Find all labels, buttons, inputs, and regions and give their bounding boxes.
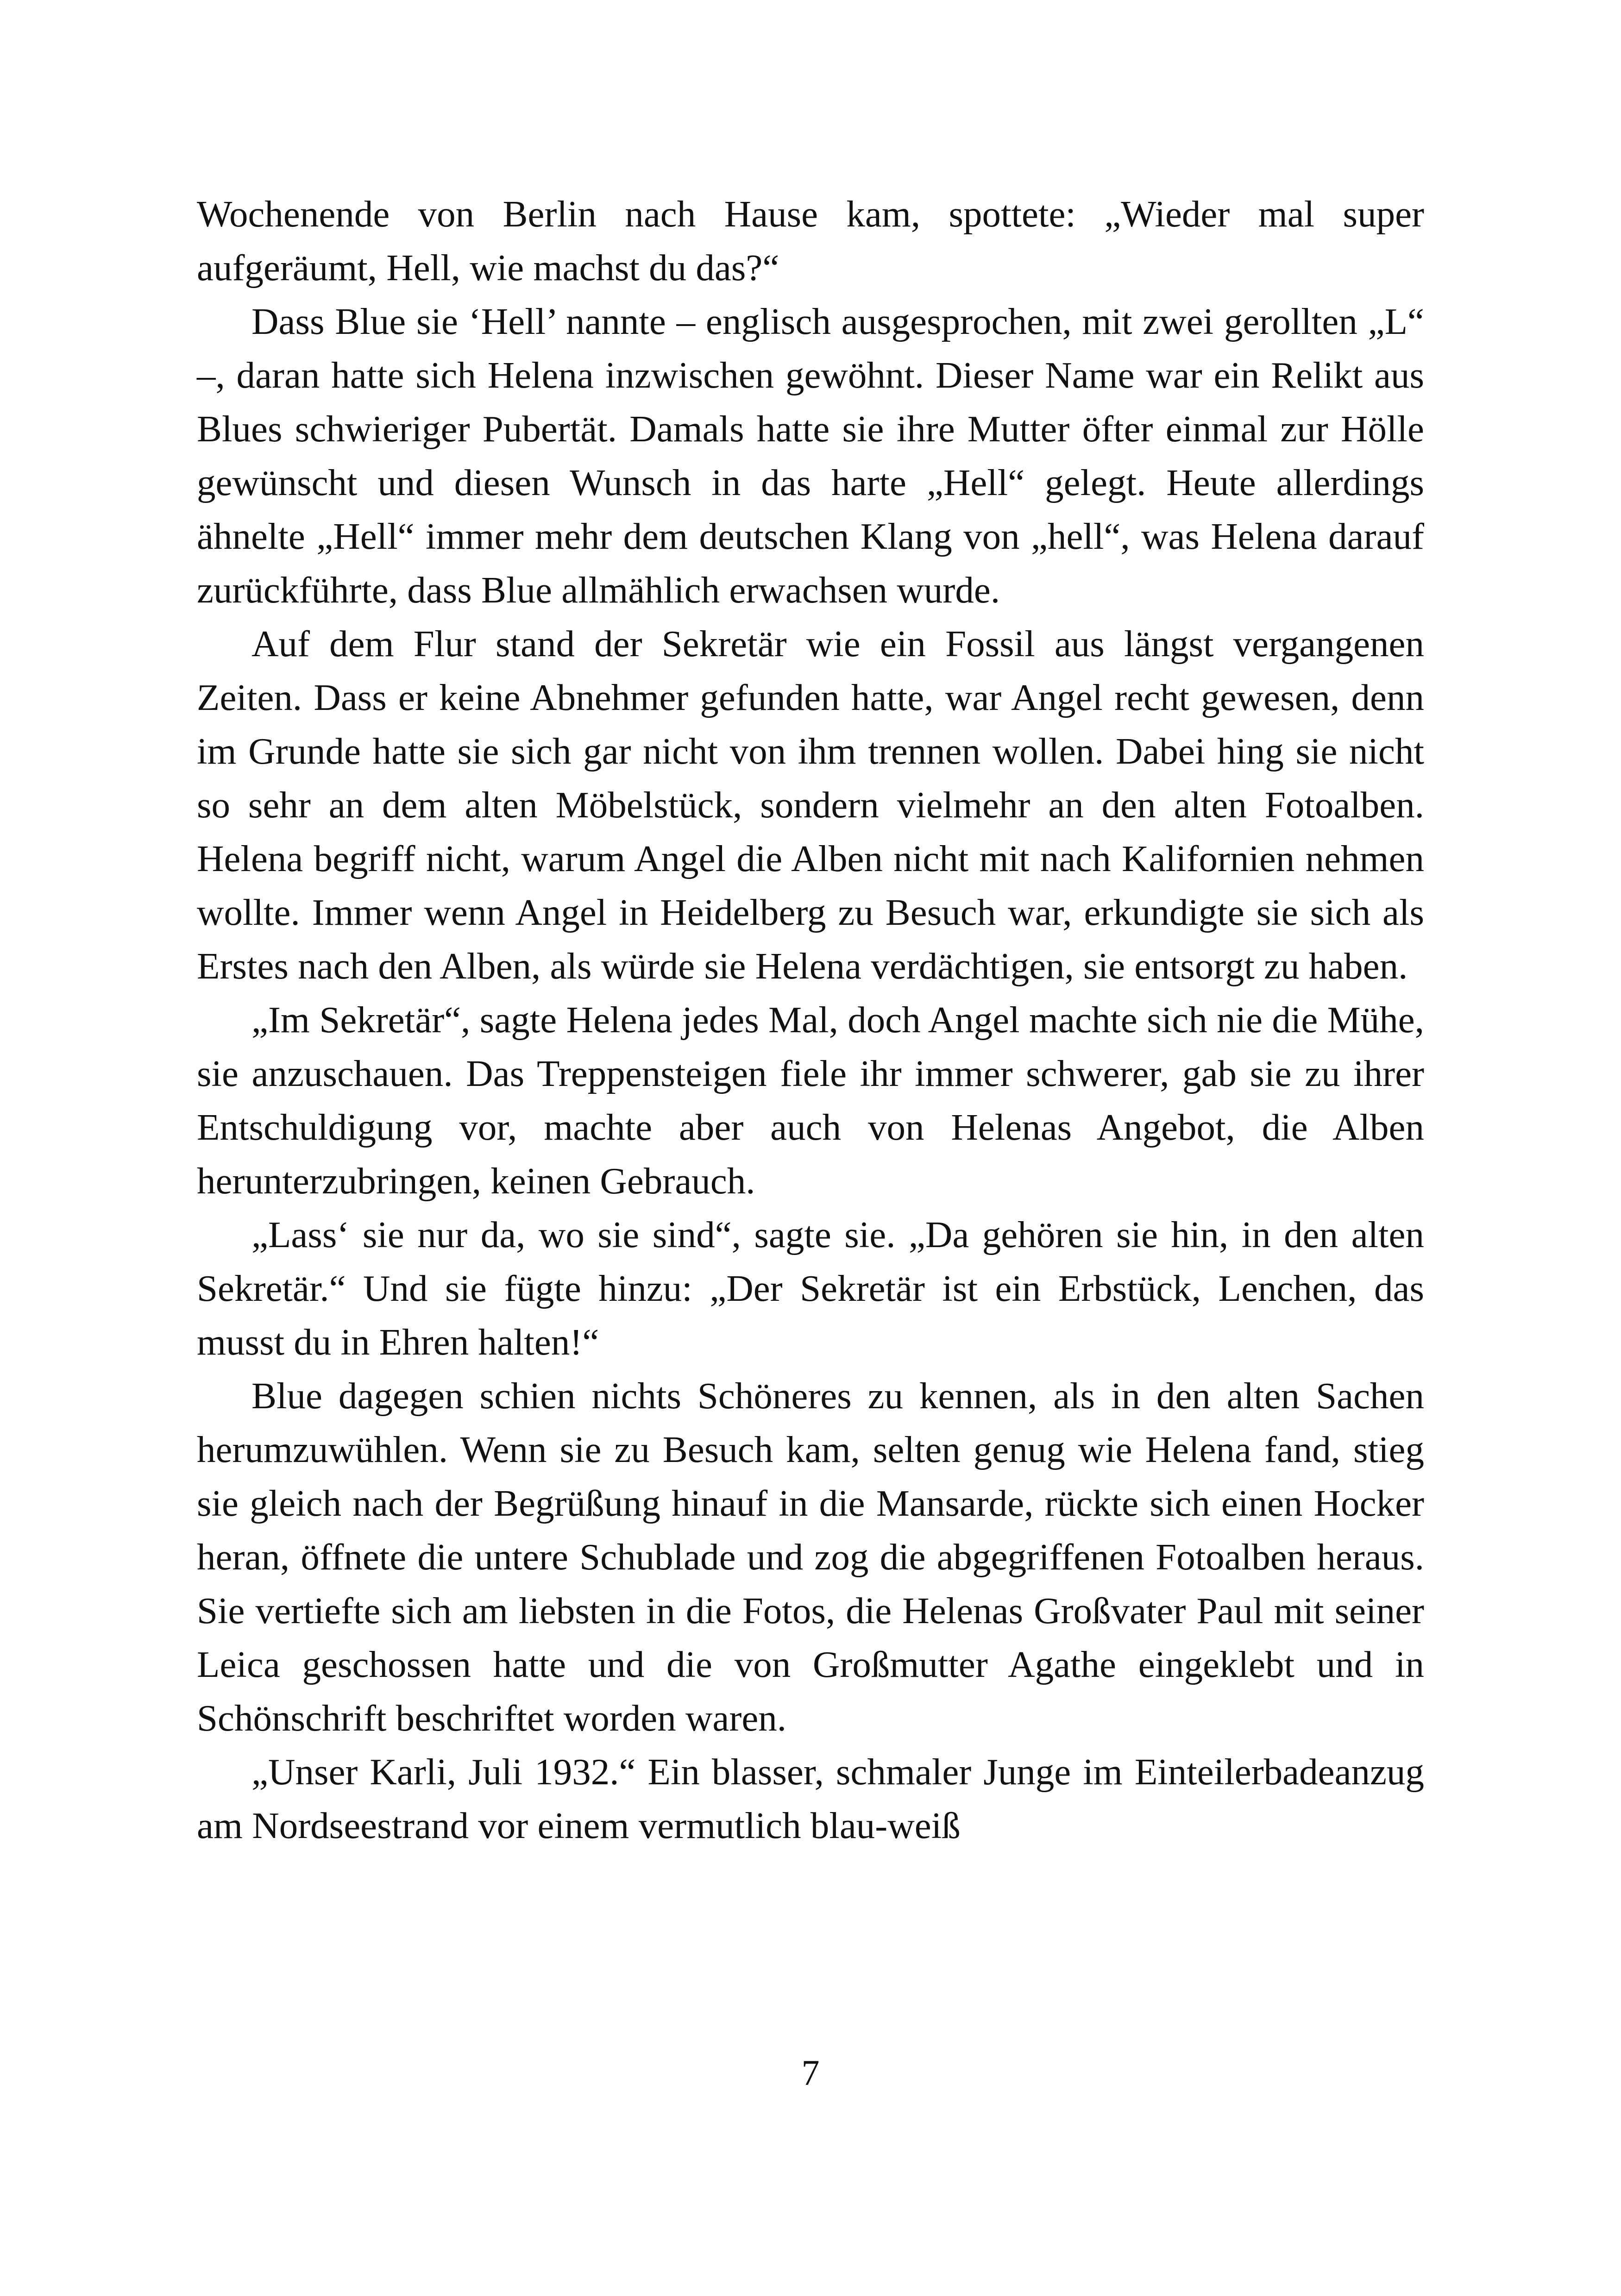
paragraph-5: „Lass‘ sie nur da, wo sie sind“, sagte sie. „Da gehören sie hin, in den alten Sekretär.“ Und sie fügte hinzu: „Der Sekretär ist ein Erbstück, Lenchen, das musst du in Ehren halten!“: [197, 1214, 1424, 1363]
body-text: [197, 187, 1424, 1852]
paragraph-7: „Unser Karli, Juli 1932.“ Ein blasser, schmaler Junge im Einteilerbadeanzug am Nordseestrand vor einem vermutlich blau-weiß: [197, 1751, 1424, 1846]
paragraph-6: Blue dagegen schien nichts Schöneres zu kennen, als in den alten Sachen herumzuwühlen. Wenn sie zu Besuch kam, selten genug wie Helena fand, stieg sie gleich nach der Begrüßung hinauf in die Mansarde, rückte sich einen Hocker heran, öffnete die untere Schublade und zog die abgegriffenen Fotoalben heraus. Sie vertiefte sich am liebsten in die Fotos, die Helenas Großvater Paul mit seiner Leica geschossen hatte und die von Großmutter Agathe eingeklebt und in Schönschrift beschriftet worden waren.: [197, 1375, 1424, 1739]
paragraph-2: Dass Blue sie ‘Hell’ nannte – englisch ausgesprochen, mit zwei gerollten „L“ –, daran hatte sich Helena inzwischen gewöhnt. Dieser Name war ein Relikt aus Blues schwieriger Pubertät. Damals hatte sie ihre Mutter öfter einmal zur Hölle gewünscht und diesen Wunsch in das harte „Hell“ gelegt. Heute allerdings ähnelte „Hell“ immer mehr dem deutschen Klang von „hell“, was Helena darauf zurückführte, dass Blue allmählich erwachsen wurde.: [197, 301, 1424, 611]
paragraph-4: „Im Sekretär“, sagte Helena jedes Mal, doch Angel machte sich nie die Mühe, sie anzuschauen. Das Treppensteigen fiele ihr immer schwerer, gab sie zu ihrer Entschuldigung vor, machte aber auch von Helenas Angebot, die Alben herunterzubringen, keinen Gebrauch.: [197, 999, 1424, 1202]
paragraph-1: Wochenende von Berlin nach Hause kam, spottete: „Wieder mal super aufgeräumt, Hell, wie machst du das?“: [197, 193, 1424, 289]
paragraph-3: Auf dem Flur stand der Sekretär wie ein Fossil aus längst vergangenen Zeiten. Dass er keine Abnehmer gefunden hatte, war Angel recht gewesen, denn im Grunde hatte sie sich gar nicht von ihm trennen wollen. Dabei hing sie nicht so sehr an dem alten Möbelstück, sondern vielmehr an den alten Fotoalben. Helena begriff nicht, warum Angel die Alben nicht mit nach Kalifornien nehmen wollte. Immer wenn Angel in Heidelberg zu Besuch war, erkundigte sie sich als Erstes nach den Alben, als würde sie Helena verdächtigen, sie entsorgt zu haben.: [197, 623, 1424, 987]
page-number: 7: [801, 2052, 820, 2093]
